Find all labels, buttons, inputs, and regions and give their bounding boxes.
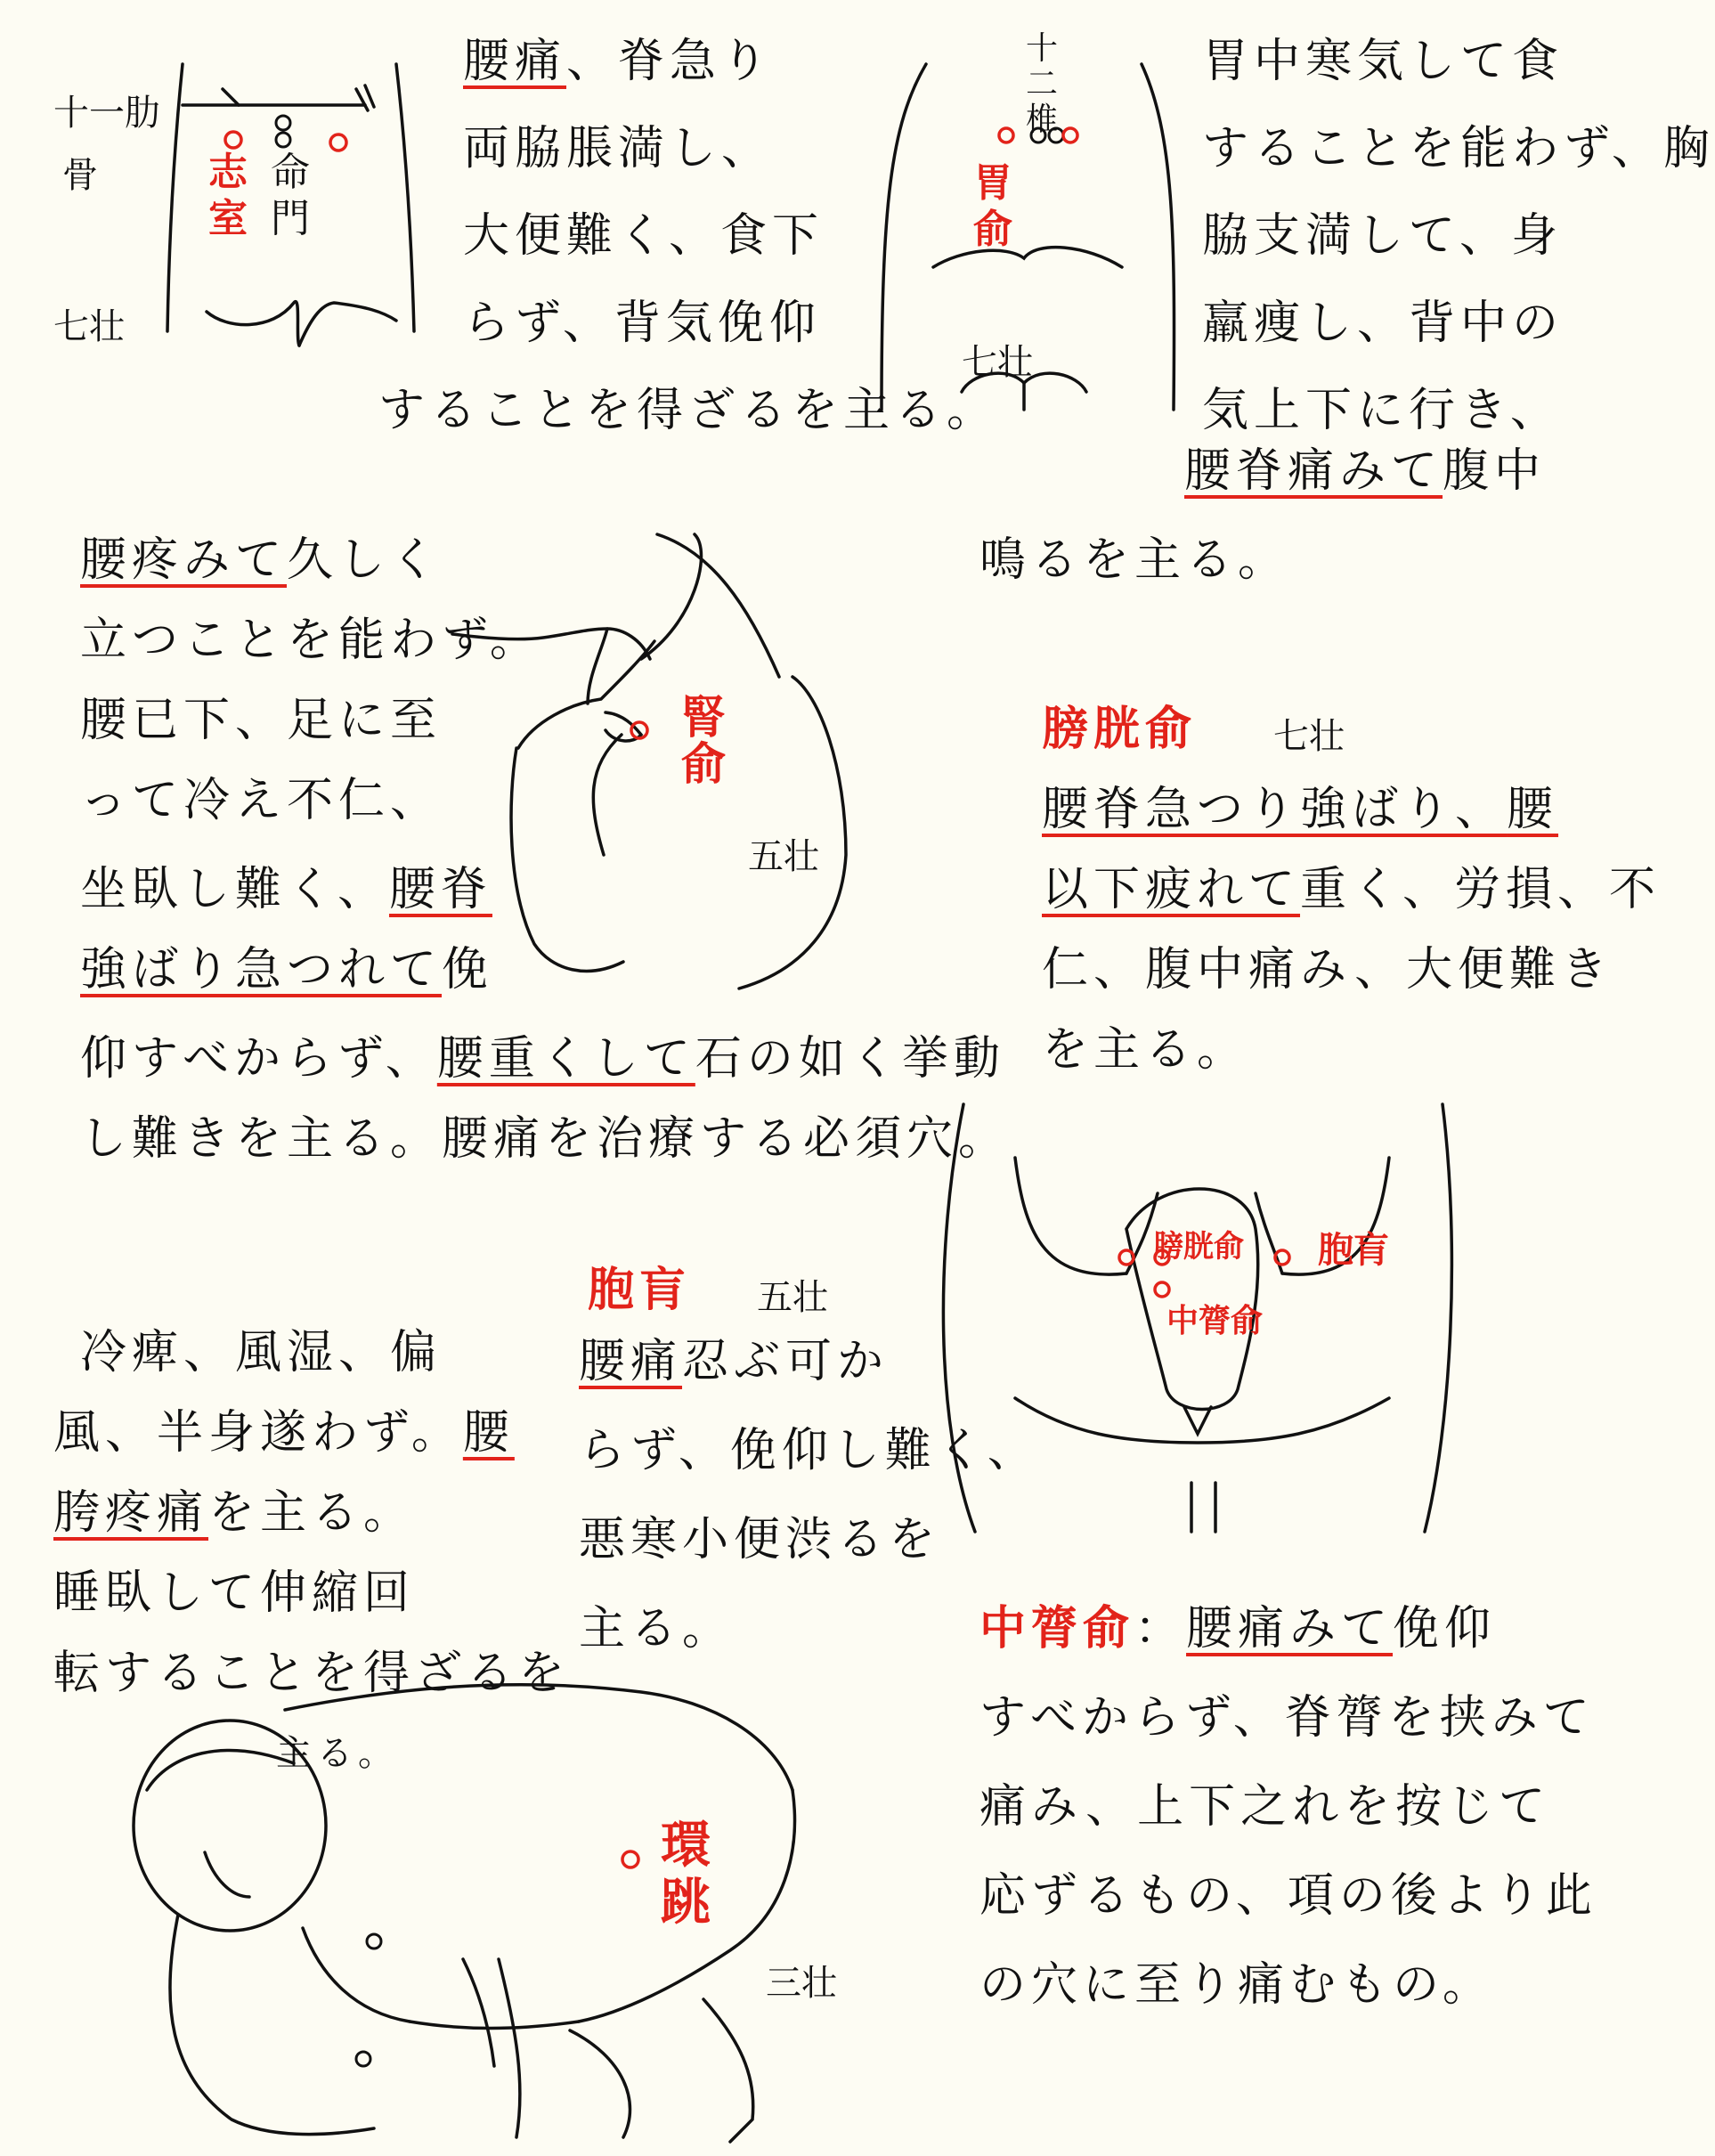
baohuang-point-title: 胞肓 [588,1263,692,1317]
moxa-count-bladder: 七壮 [1273,716,1345,757]
point-label-weishu: 胃俞 [973,160,1012,252]
zhonglu-text-line-5: の穴に至り痛むもの。 [979,1958,1494,2012]
moxa-count-huantiao: 三壮 [766,1963,837,2004]
stomach-text-line-6: 腰脊痛みて腹中 [1184,444,1547,498]
baohuang-text-line-1: 腰痛忍ぶ可か [579,1335,890,1388]
stomach-text-line-4: 羸痩し、背中の [1202,297,1565,350]
huantiao-text-line-4: 睡臥して伸縮回 [53,1566,416,1620]
moxa-count-lumbar: 七壮 [53,306,125,347]
zhonglu-text-line-3: 痛み、上下之れを按じて [979,1780,1551,1834]
bone-label: 骨 [62,155,98,196]
huantiao-text-line-3: 胯疼痛を主る。 [53,1486,416,1540]
baohuang-text-line-3: 悪寒小便渋るを [579,1513,941,1566]
baohuang-text-line-2: らず、俛仰し難く、 [579,1424,1039,1477]
kidney-text-line-8: し難きを主る。腰痛を治療する必須穴。 [80,1112,1011,1166]
bladder-text-line-4: を主る。 [1042,1023,1249,1077]
kidney-text-line-4: って冷え不仁、 [80,774,443,827]
stomach-text-line-1: 胃中寒気して食 [1202,35,1565,88]
kidney-text-line-5: 坐臥し難く、腰脊 [80,863,492,916]
moxa-count-kidney: 五壮 [748,836,819,877]
huantiao-text-line-6: 主る。 [276,1733,399,1774]
lumbar-text-line-1: 腰痛、脊急り [463,35,774,88]
bladder-point-title: 膀胱俞 [1042,702,1198,756]
kidney-text-line-3: 腰已下、足に至 [80,694,443,747]
kidney-text-line-6: 強ばり急つれて俛 [80,943,494,997]
lumbar-text-line-2: 両脇脹満し、 [463,122,774,175]
bladder-text-line-3: 仁、腹中痛み、大便難き [1042,943,1613,997]
zhonglu-text-line-2: すべからず、脊膂を挟みて [979,1691,1595,1745]
moxa-count-stomach: 七壮 [962,342,1033,383]
lumbar-text-line-3: 大便難く、食下 [463,209,824,263]
kidney-text-line-7: 仰すべからず、腰重くして石の如く挙動 [80,1032,1005,1086]
stomach-text-line-7: 鳴るを主る。 [979,533,1290,587]
huantiao-text-line-2: 風、半身遂わず。腰 [53,1406,515,1460]
kidney-text-line-1: 腰疼みて久しく [80,533,443,587]
huantiao-text-line-1: 冷痺、風湿、偏 [80,1326,443,1379]
baohuang-text-line-4: 主る。 [579,1602,735,1656]
lumbar-text-line-5: することを得ざるを主る。 [378,384,999,437]
stomach-text-line-2: することを能わず、胸 [1202,122,1715,175]
point-label-huantiao: 環跳 [661,1816,711,1932]
vertebra-label-twelfth: 十二椎 [1025,30,1058,138]
point-label-mingmen: 命門 [271,150,310,241]
point-label-zhishi: 志室 [208,150,248,241]
pelvis-label-zhonglushu: 中膂俞 [1166,1302,1264,1339]
huantiao-text-line-5: 転することを得ざるを [53,1647,571,1700]
zhonglu-text-line-1: 中膂俞：腰痛みて俛仰 [979,1601,1497,1656]
stomach-text-line-3: 脇支満して、身 [1202,209,1563,263]
bladder-text-line-1: 腰脊急つり強ばり、腰 [1042,783,1559,836]
bladder-text-line-2: 以下疲れて重く、労損、不 [1042,863,1661,916]
moxa-count-baohuang: 五壮 [757,1277,828,1318]
kidney-text-line-2: 立つことを能わず。 [80,614,541,667]
zhonglu-text-line-4: 応ずるもの、項の後より此 [979,1869,1597,1923]
lumbar-text-line-4: らず、背気俛仰 [463,297,821,350]
pelvis-label-baohuang: 胞肓 [1318,1229,1389,1271]
point-label-shenshu: 腎俞 [681,691,726,790]
rib-label: 十一肋 [53,93,160,134]
pelvis-label-pangguangshu: 膀胱俞 [1153,1229,1244,1265]
stomach-text-line-5: 気上下に行き、 [1202,384,1562,437]
